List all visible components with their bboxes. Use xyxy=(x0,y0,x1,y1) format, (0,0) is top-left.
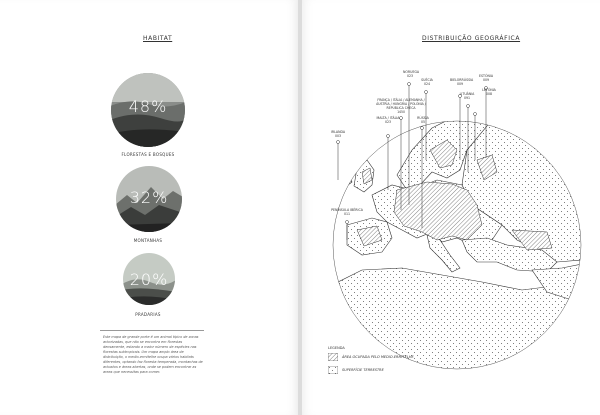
stat-meadow-value: 20% xyxy=(129,270,169,289)
map-label-bielorrussia: BIELORRÚSSIA 009 xyxy=(450,78,474,86)
hatch-swatch-icon xyxy=(328,353,338,361)
map-label-noruega: NORUEGA 023 xyxy=(403,70,420,78)
distribution-title: DISTRIBUIÇÃO GEOGRÁFICA xyxy=(422,35,521,42)
map-label-russia: RÚSSIA 05 xyxy=(417,116,429,124)
map-label-europe-central: FRANÇA / ITÁLIA / ALEMANHA / ÁUSTRIA / HUNGRIA / POLÓNIA / REPÚBLICA CHECA 1450 xyxy=(376,98,426,114)
legend xyxy=(328,346,448,374)
habitat-title: HABITAT xyxy=(143,35,173,42)
left-page xyxy=(0,0,298,415)
map-label-estonia: ESTÓNIA 009 xyxy=(479,74,493,82)
legend-item-land: SUPERFÍCIE TERRESTRE xyxy=(328,366,448,374)
stat-forest-value: 48% xyxy=(128,97,168,116)
map-label-lituania: LITUÂNIA 091 xyxy=(459,92,475,100)
stat-meadow-label: PRADARIAS xyxy=(135,312,161,317)
stat-forest-label: FLORESTAS E BOSQUES xyxy=(121,152,175,157)
stat-mountain-label: MONTANHAS xyxy=(133,238,163,243)
right-page xyxy=(302,0,600,415)
map-label-peninsula-iberica: PENÍNSULA IBÉRICA 011 xyxy=(331,208,363,216)
stat-mountain-value: 32% xyxy=(129,188,169,207)
habitat-description: Este mapa de grande porte é um animal típico de zonas arborizadas, que não se encontra em florestas densamente, estando a maior número de espécies nas florestas subtropicais. Um mapa amplo área de distribuição, o medio-ermitelhe ocupa vários habitats diferentes, optando faz floresta temperada, montanhas de arbustos e áreas abertas, onde se podem encontrar as areas que necessitas para comer. xyxy=(103,335,203,374)
map-label-irlanda: IRLANDA 003 xyxy=(330,130,346,138)
legend-title: LEGENDA xyxy=(328,346,345,350)
map-label-malta: MALTA / ITÁLIA 023 xyxy=(376,116,400,124)
map-label-suecia: SUÉCIA 024 xyxy=(421,78,433,86)
legend-item-occupied: ÁREA OCUPADA PELO MEDIO-ERMITELHE xyxy=(328,353,448,361)
divider xyxy=(100,330,204,331)
dots-swatch-icon xyxy=(328,366,338,374)
map-label-letonia: LETÓNIA 008 xyxy=(482,88,496,96)
